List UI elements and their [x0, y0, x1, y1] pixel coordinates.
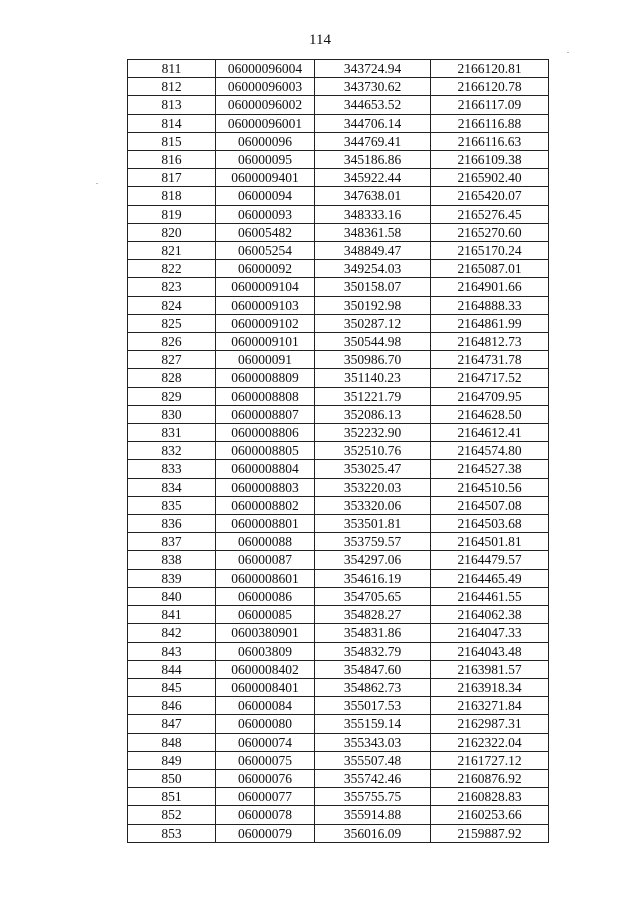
row-number-cell: 819	[128, 205, 216, 223]
row-number-cell: 841	[128, 606, 216, 624]
point-code-cell: 06000094	[216, 187, 315, 205]
y-coordinate-cell: 2164503.68	[431, 515, 549, 533]
point-code-cell: 06000084	[216, 697, 315, 715]
y-coordinate-cell: 2162987.31	[431, 715, 549, 733]
x-coordinate-cell: 350287.12	[315, 314, 431, 332]
row-number-cell: 811	[128, 60, 216, 78]
table-row	[128, 533, 549, 551]
y-coordinate-cell: 2166120.81	[431, 60, 549, 78]
table-row	[128, 715, 549, 733]
x-coordinate-cell: 353759.57	[315, 533, 431, 551]
row-number-cell: 848	[128, 733, 216, 751]
x-coordinate-cell: 355159.14	[315, 715, 431, 733]
x-coordinate-cell: 350158.07	[315, 278, 431, 296]
x-coordinate-cell: 343730.62	[315, 78, 431, 96]
row-number-cell: 817	[128, 169, 216, 187]
x-coordinate-cell: 351140.23	[315, 369, 431, 387]
x-coordinate-cell: 353501.81	[315, 515, 431, 533]
row-number-cell: 814	[128, 114, 216, 132]
row-number-cell: 812	[128, 78, 216, 96]
y-coordinate-cell: 2164043.48	[431, 642, 549, 660]
y-coordinate-cell: 2164861.99	[431, 314, 549, 332]
point-code-cell: 0600008802	[216, 496, 315, 514]
table-row	[128, 824, 549, 842]
point-code-cell: 0600008803	[216, 478, 315, 496]
row-number-cell: 834	[128, 478, 216, 496]
table-row	[128, 587, 549, 605]
point-code-cell: 06000079	[216, 824, 315, 842]
y-coordinate-cell: 2164709.95	[431, 387, 549, 405]
point-code-cell: 0600008808	[216, 387, 315, 405]
point-code-cell: 06000075	[216, 751, 315, 769]
y-coordinate-cell: 2164731.78	[431, 351, 549, 369]
x-coordinate-cell: 354616.19	[315, 569, 431, 587]
x-coordinate-cell: 353320.06	[315, 496, 431, 514]
y-coordinate-cell: 2164574.80	[431, 442, 549, 460]
table-row	[128, 132, 549, 150]
y-coordinate-cell: 2160876.92	[431, 769, 549, 787]
row-number-cell: 836	[128, 515, 216, 533]
table-row	[128, 169, 549, 187]
row-number-cell: 821	[128, 242, 216, 260]
row-number-cell: 815	[128, 132, 216, 150]
point-code-cell: 06000080	[216, 715, 315, 733]
row-number-cell: 816	[128, 151, 216, 169]
table-row	[128, 733, 549, 751]
y-coordinate-cell: 2164510.56	[431, 478, 549, 496]
y-coordinate-cell: 2165420.07	[431, 187, 549, 205]
x-coordinate-cell: 347638.01	[315, 187, 431, 205]
row-number-cell: 829	[128, 387, 216, 405]
y-coordinate-cell: 2164612.41	[431, 424, 549, 442]
row-number-cell: 820	[128, 223, 216, 241]
point-code-cell: 0600008601	[216, 569, 315, 587]
row-number-cell: 840	[128, 587, 216, 605]
x-coordinate-cell: 344706.14	[315, 114, 431, 132]
point-code-cell: 0600008804	[216, 460, 315, 478]
point-code-cell: 06000091	[216, 351, 315, 369]
y-coordinate-cell: 2164465.49	[431, 569, 549, 587]
row-number-cell: 822	[128, 260, 216, 278]
point-code-cell: 06000096001	[216, 114, 315, 132]
point-code-cell: 06000092	[216, 260, 315, 278]
row-number-cell: 813	[128, 96, 216, 114]
page-number: 114	[309, 32, 331, 48]
point-code-cell: 06000077	[216, 788, 315, 806]
x-coordinate-cell: 355914.88	[315, 806, 431, 824]
point-code-cell: 0600008801	[216, 515, 315, 533]
point-code-cell: 06003809	[216, 642, 315, 660]
x-coordinate-cell: 354862.73	[315, 678, 431, 696]
y-coordinate-cell: 2166117.09	[431, 96, 549, 114]
row-number-cell: 846	[128, 697, 216, 715]
row-number-cell: 847	[128, 715, 216, 733]
y-coordinate-cell: 2164717.52	[431, 369, 549, 387]
x-coordinate-cell: 353220.03	[315, 478, 431, 496]
x-coordinate-cell: 355343.03	[315, 733, 431, 751]
y-coordinate-cell: 2164888.33	[431, 296, 549, 314]
row-number-cell: 833	[128, 460, 216, 478]
point-code-cell: 06000074	[216, 733, 315, 751]
row-number-cell: 849	[128, 751, 216, 769]
scan-speck	[567, 52, 569, 53]
row-number-cell: 852	[128, 806, 216, 824]
x-coordinate-cell: 343724.94	[315, 60, 431, 78]
y-coordinate-cell: 2165902.40	[431, 169, 549, 187]
x-coordinate-cell: 354832.79	[315, 642, 431, 660]
table-row	[128, 551, 549, 569]
point-code-cell: 06005254	[216, 242, 315, 260]
table-row	[128, 60, 549, 78]
table-row	[128, 296, 549, 314]
row-number-cell: 831	[128, 424, 216, 442]
point-code-cell: 06000087	[216, 551, 315, 569]
point-code-cell: 0600008401	[216, 678, 315, 696]
row-number-cell: 827	[128, 351, 216, 369]
x-coordinate-cell: 345186.86	[315, 151, 431, 169]
row-number-cell: 828	[128, 369, 216, 387]
scan-speck	[96, 183, 98, 184]
y-coordinate-cell: 2165170.24	[431, 242, 549, 260]
y-coordinate-cell: 2164527.38	[431, 460, 549, 478]
row-number-cell: 839	[128, 569, 216, 587]
x-coordinate-cell: 355017.53	[315, 697, 431, 715]
y-coordinate-cell: 2159887.92	[431, 824, 549, 842]
row-number-cell: 824	[128, 296, 216, 314]
table-row	[128, 187, 549, 205]
point-code-cell: 06000086	[216, 587, 315, 605]
y-coordinate-cell: 2164047.33	[431, 624, 549, 642]
y-coordinate-cell: 2165270.60	[431, 223, 549, 241]
x-coordinate-cell: 355755.75	[315, 788, 431, 806]
table-row	[128, 697, 549, 715]
x-coordinate-cell: 345922.44	[315, 169, 431, 187]
table-row	[128, 496, 549, 514]
y-coordinate-cell: 2163918.34	[431, 678, 549, 696]
point-code-cell: 0600009102	[216, 314, 315, 332]
point-code-cell: 06000095	[216, 151, 315, 169]
x-coordinate-cell: 354705.65	[315, 587, 431, 605]
row-number-cell: 851	[128, 788, 216, 806]
point-code-cell: 0600008807	[216, 405, 315, 423]
y-coordinate-cell: 2166109.38	[431, 151, 549, 169]
row-number-cell: 830	[128, 405, 216, 423]
y-coordinate-cell: 2165087.01	[431, 260, 549, 278]
point-code-cell: 0600008805	[216, 442, 315, 460]
point-code-cell: 0600008806	[216, 424, 315, 442]
x-coordinate-cell: 352510.76	[315, 442, 431, 460]
point-code-cell: 06000096002	[216, 96, 315, 114]
table-row	[128, 151, 549, 169]
row-number-cell: 837	[128, 533, 216, 551]
row-number-cell: 832	[128, 442, 216, 460]
x-coordinate-cell: 355507.48	[315, 751, 431, 769]
x-coordinate-cell: 353025.47	[315, 460, 431, 478]
y-coordinate-cell: 2160253.66	[431, 806, 549, 824]
point-code-cell: 06000088	[216, 533, 315, 551]
y-coordinate-cell: 2164628.50	[431, 405, 549, 423]
y-coordinate-cell: 2162322.04	[431, 733, 549, 751]
x-coordinate-cell: 355742.46	[315, 769, 431, 787]
x-coordinate-cell: 354847.60	[315, 660, 431, 678]
x-coordinate-cell: 354828.27	[315, 606, 431, 624]
point-code-cell: 06005482	[216, 223, 315, 241]
y-coordinate-cell: 2166116.88	[431, 114, 549, 132]
table-body	[128, 60, 549, 843]
point-code-cell: 06000076	[216, 769, 315, 787]
y-coordinate-cell: 2160828.83	[431, 788, 549, 806]
point-code-cell: 0600009401	[216, 169, 315, 187]
row-number-cell: 844	[128, 660, 216, 678]
y-coordinate-cell: 2164812.73	[431, 333, 549, 351]
table-row	[128, 278, 549, 296]
table-row	[128, 442, 549, 460]
point-code-cell: 06000078	[216, 806, 315, 824]
y-coordinate-cell: 2164901.66	[431, 278, 549, 296]
point-code-cell: 06000096003	[216, 78, 315, 96]
point-code-cell: 06000096	[216, 132, 315, 150]
y-coordinate-cell: 2164479.57	[431, 551, 549, 569]
table-row	[128, 569, 549, 587]
point-code-cell: 0600009103	[216, 296, 315, 314]
x-coordinate-cell: 352086.13	[315, 405, 431, 423]
table-row	[128, 78, 549, 96]
table-row	[128, 678, 549, 696]
point-code-cell: 06000093	[216, 205, 315, 223]
table-row	[128, 223, 549, 241]
table-row	[128, 660, 549, 678]
x-coordinate-cell: 344769.41	[315, 132, 431, 150]
coordinates-table	[127, 59, 549, 843]
x-coordinate-cell: 344653.52	[315, 96, 431, 114]
row-number-cell: 818	[128, 187, 216, 205]
table-row	[128, 478, 549, 496]
row-number-cell: 850	[128, 769, 216, 787]
x-coordinate-cell: 348333.16	[315, 205, 431, 223]
point-code-cell: 0600009101	[216, 333, 315, 351]
y-coordinate-cell: 2164062.38	[431, 606, 549, 624]
table-row	[128, 314, 549, 332]
point-code-cell: 0600008809	[216, 369, 315, 387]
point-code-cell: 0600009104	[216, 278, 315, 296]
y-coordinate-cell: 2165276.45	[431, 205, 549, 223]
x-coordinate-cell: 354297.06	[315, 551, 431, 569]
row-number-cell: 838	[128, 551, 216, 569]
x-coordinate-cell: 356016.09	[315, 824, 431, 842]
y-coordinate-cell: 2163271.84	[431, 697, 549, 715]
y-coordinate-cell: 2163981.57	[431, 660, 549, 678]
row-number-cell: 826	[128, 333, 216, 351]
point-code-cell: 06000085	[216, 606, 315, 624]
y-coordinate-cell: 2166116.63	[431, 132, 549, 150]
point-code-cell: 06000096004	[216, 60, 315, 78]
table-row	[128, 387, 549, 405]
row-number-cell: 843	[128, 642, 216, 660]
x-coordinate-cell: 350544.98	[315, 333, 431, 351]
table-row	[128, 624, 549, 642]
table-row	[128, 515, 549, 533]
table-row	[128, 606, 549, 624]
y-coordinate-cell: 2164501.81	[431, 533, 549, 551]
table-row	[128, 351, 549, 369]
table-row	[128, 96, 549, 114]
y-coordinate-cell: 2164461.55	[431, 587, 549, 605]
table-row	[128, 460, 549, 478]
table-row	[128, 806, 549, 824]
x-coordinate-cell: 350986.70	[315, 351, 431, 369]
x-coordinate-cell: 351221.79	[315, 387, 431, 405]
row-number-cell: 853	[128, 824, 216, 842]
x-coordinate-cell: 352232.90	[315, 424, 431, 442]
table-row	[128, 769, 549, 787]
table-row	[128, 424, 549, 442]
x-coordinate-cell: 350192.98	[315, 296, 431, 314]
table-row	[128, 260, 549, 278]
table-row	[128, 642, 549, 660]
row-number-cell: 825	[128, 314, 216, 332]
x-coordinate-cell: 348361.58	[315, 223, 431, 241]
x-coordinate-cell: 349254.03	[315, 260, 431, 278]
x-coordinate-cell: 348849.47	[315, 242, 431, 260]
table-row	[128, 333, 549, 351]
y-coordinate-cell: 2166120.78	[431, 78, 549, 96]
y-coordinate-cell: 2164507.08	[431, 496, 549, 514]
x-coordinate-cell: 354831.86	[315, 624, 431, 642]
point-code-cell: 0600380901	[216, 624, 315, 642]
table-row	[128, 242, 549, 260]
table-row	[128, 114, 549, 132]
table-row	[128, 751, 549, 769]
row-number-cell: 842	[128, 624, 216, 642]
table-row	[128, 405, 549, 423]
y-coordinate-cell: 2161727.12	[431, 751, 549, 769]
row-number-cell: 823	[128, 278, 216, 296]
table-row	[128, 788, 549, 806]
row-number-cell: 845	[128, 678, 216, 696]
point-code-cell: 0600008402	[216, 660, 315, 678]
table-row	[128, 369, 549, 387]
table-row	[128, 205, 549, 223]
row-number-cell: 835	[128, 496, 216, 514]
